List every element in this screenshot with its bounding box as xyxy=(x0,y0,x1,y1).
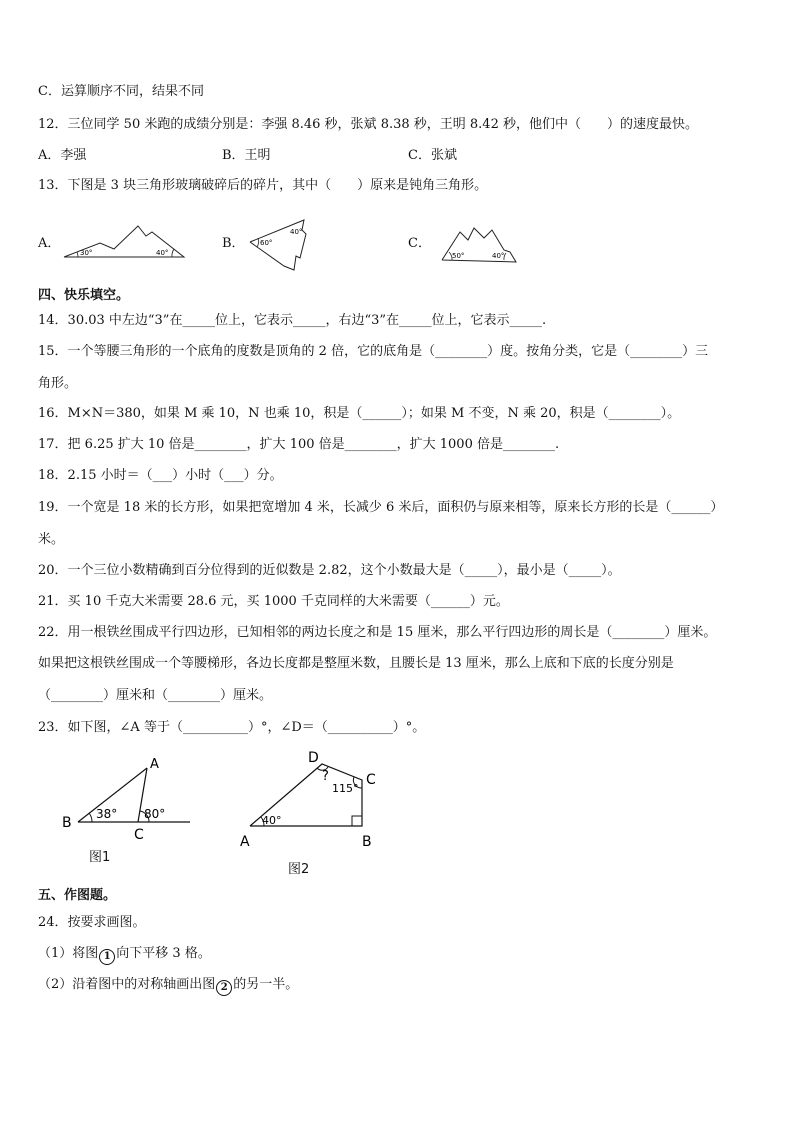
triangle-c-right-angle: 40° xyxy=(492,252,505,260)
q13-option-b: B． xyxy=(222,236,245,251)
question-24-part-1 xyxy=(38,946,211,965)
q13-option-c: C． xyxy=(408,236,431,251)
fig2-label-d: D xyxy=(308,750,319,766)
q24-1-prefix: （1）将图 xyxy=(38,946,99,961)
question-23: 23．如下图，∠A 等于（__________）°，∠D＝（__________）°。 xyxy=(38,720,426,735)
question-14: 14．30.03 中左边“3”在_____位上，它表示_____，右边“3”在_____位上，它表示_____. xyxy=(38,313,547,328)
question-20: 20．一个三位小数精确到百分位得到的近似数是 2.82，这个小数最大是（_____），最小是（_____）。 xyxy=(38,563,621,578)
question-18: 18．2.15 小时＝（___）小时（___）分。 xyxy=(38,468,283,483)
q24-2-suffix: 的另一半。 xyxy=(233,977,299,992)
section-4-heading: 四、快乐填空。 xyxy=(38,288,130,303)
triangle-a-right-angle: 40° xyxy=(156,249,169,257)
q12-option-a: A．李强 xyxy=(38,148,87,163)
q24-2-prefix: （2）沿着图中的对称轴画出图 xyxy=(38,977,216,992)
fig2-label-b: B xyxy=(362,834,372,850)
q13-option-a: A． xyxy=(38,236,61,251)
question-24: 24．按要求画图。 xyxy=(38,915,146,930)
question-15-line2: 角形。 xyxy=(38,376,78,391)
triangle-a-left-angle: 30° xyxy=(80,249,93,257)
broken-triangle-b xyxy=(244,214,314,278)
question-19-line1: 19．一个宽是 18 米的长方形，如果把宽增加 4 米，长减少 6 米后，面积仍与原来相等，原来长方形的长是（______） xyxy=(38,500,724,515)
fig2-angle-c: 115° xyxy=(332,782,359,795)
triangle-b-left-angle: 60° xyxy=(260,239,273,247)
figure-1-triangle xyxy=(58,752,198,844)
q12-option-b: B．王明 xyxy=(222,148,271,163)
question-22-line3: （________）厘米和（________）厘米。 xyxy=(38,688,273,703)
figure-1-caption: 图1 xyxy=(89,850,111,865)
broken-triangle-c xyxy=(440,222,520,266)
option-c-prev: C．运算顺序不同，结果不同 xyxy=(38,84,204,99)
fig1-angle-b: 38° xyxy=(96,807,118,821)
question-13: 13．下图是 3 块三角形玻璃破碎后的碎片，其中（ ）原来是钝角三角形。 xyxy=(38,178,488,193)
triangle-c-left-angle: 50° xyxy=(452,252,465,260)
fig2-unknown-angle: ? xyxy=(322,769,329,784)
question-16: 16．M×N＝380，如果 M 乘 10，N 也乘 10，积是（______）；如果 M 不变，N 乘 20，积是（________）。 xyxy=(38,406,681,421)
fig1-label-a: A xyxy=(150,757,159,772)
fig1-angle-c: 80° xyxy=(144,807,166,821)
circled-number-1-icon: 1 xyxy=(99,949,115,965)
figure-2-quadrilateral xyxy=(236,748,386,852)
figure-2-caption: 图2 xyxy=(288,862,310,877)
question-17: 17．把 6.25 扩大 10 倍是________，扩大 100 倍是________，扩大 1000 倍是________. xyxy=(38,437,560,452)
question-19-line2: 米。 xyxy=(38,532,65,547)
q24-1-suffix: 向下平移 3 格。 xyxy=(116,946,211,961)
question-24-part-2 xyxy=(38,977,298,996)
circled-number-2-icon: 2 xyxy=(216,980,232,996)
question-22-line2: 如果把这根铁丝围成一个等腰梯形，各边长度都是整厘米数，且腰长是 13 厘米，那么上底和下底的长度分别是 xyxy=(38,656,674,671)
fig2-label-c: C xyxy=(366,772,376,788)
triangle-b-right-angle: 40° xyxy=(290,228,303,236)
question-12: 12．三位同学 50 米跑的成绩分别是：李强 8.46 秒，张斌 8.38 秒，王明 8.42 秒，他们中（ ）的速度最快。 xyxy=(38,117,698,132)
fig2-angle-a: 40° xyxy=(262,814,282,827)
question-21: 21．买 10 千克大米需要 28.6 元，买 1000 千克同样的大米需要（______）元。 xyxy=(38,594,509,609)
fig1-label-c: C xyxy=(134,827,144,843)
broken-triangle-a xyxy=(60,220,186,264)
question-15-line1: 15．一个等腰三角形的一个底角的度数是顶角的 2 倍，它的底角是（________）度。按角分类，它是（________）三 xyxy=(38,344,709,359)
question-22-line1: 22．用一根铁丝围成平行四边形，已知相邻的两边长度之和是 15 厘米，那么平行四边形的周长是（________）厘米。 xyxy=(38,625,717,640)
section-5-heading: 五、作图题。 xyxy=(38,888,117,903)
q12-option-c: C．张斌 xyxy=(408,148,457,163)
fig2-label-a: A xyxy=(240,834,250,850)
fig1-label-b: B xyxy=(62,815,72,831)
